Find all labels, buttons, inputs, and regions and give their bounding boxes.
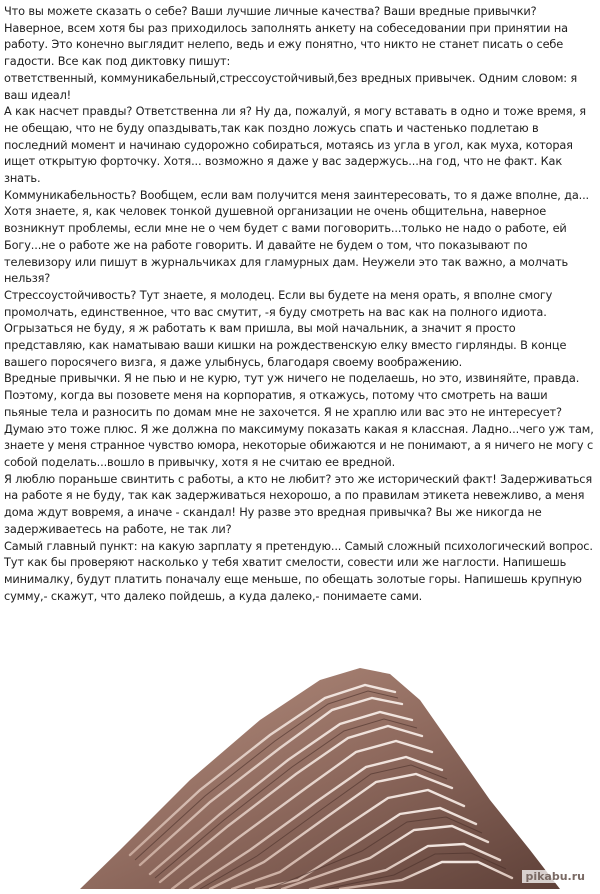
paragraph-stress: Стрессоустойчивость? Тут знаете, я молодец. Если вы будете на меня орать, я вполне смогу промолчать, единственное, что вас смутит, -я буду смотреть на вас как на полного идиота. Огрызаться не буду, я ж работать к вам пришла, вы мой начальник, а значит я просто представляю, как наматываю ваши кишки на рождественскую елку вместо гирлянды. В конце вашего поросячего визга, я даже улыбнусь, благодаря своему воображению.	[4, 287, 567, 369]
paragraph-responsibility: А как насчет правды? Ответственна ли я? Ну да, пожалуй, я могу вставать в одно и тоже время, я не обещаю, что не буду опаздывать,так как поздно ложусь спать и частенько подлетаю в последний момент и начинаю судорожно собираться, мотаясь из угла в угол, как муха, которая ищет открытую форточку. Хотя... возможно я даже у вас задержусь...на год, что не факт. Как знать.	[4, 104, 586, 186]
paragraph-intro: Что вы можете сказать о себе? Ваши лучшие личные качества? Ваши вредные привычки? Наверное, всем хотя бы раз приходилось заполнять анкету на собеседовании при принятии на работу. Это конечно выглядит нелепо, ведь и ежу понятно, что никто не станет писать о себе гадости. Все как под диктовку пишут:	[4, 4, 568, 69]
site-watermark: pikabu.ru	[522, 870, 588, 883]
paragraph-leave-early: Я люблю пораньше свинтить с работы, а кто не любит? это же исторический факт! Задерживаться на работе я не буду, так как задерживаться нехорошо, а по правилам этикета невежливо, а меня дома ждут вовремя, а иначе - скандал! Ну разве это вредная привычка? Вы же никогда не задерживаетесь на работе, не так ли?	[4, 471, 593, 536]
paragraph-typical-answer: ответственный, коммуникабельный,стрессоустойчивый,без вредных привычек. Одним словом: я ваш идеал!	[4, 70, 578, 102]
paragraph-communication: Коммуникабельность? Вообщем, если вам получится меня заинтересовать, то я даже вполне, да... Хотя знаете, я, как человек тонкой душевной организации не очень общительна, наверное возникнут проблемы, если мне не о чем будет с вами поговорить...только не надо о работе, ей Богу...не о работе же на работе говорить. И давайте не будем о том, что показывают по телевизору или пишут в журнальчиках для гламурных дам. Неужели это так важно, а молчать нельзя?	[4, 187, 589, 286]
paragraph-bad-habits: Вредные привычки. Я не пью и не курю, тут уж ничего не поделаешь, но это, извиняйте, правда. Поэтому, когда вы позовете меня на корпоратив, я откажусь, потому что смотреть на ваши пьяные тела и разносить по домам мне не захочется. Я не храплю или вас это не интересует? Думаю это тоже плюс. Я же должна по максимуму показать какая я классная. Ладно...чего уж там, знаете у меня странное чувство юмора, некоторые обижаются и не понимают, а я ничего не могу с собой поделать...вошло в привычку, хотя я не считаю ее вредной.	[4, 371, 594, 469]
article-text	[4, 3, 594, 604]
paragraph-salary: Самый главный пункт: на какую зарплату я претендую... Самый сложный психологический вопрос. Тут как бы проверяют насколько у тебя хватит смелости, совести или же наглости. Напишешь минималку, будут платить поначалу еще меньше, по обещать золотые горы. Напишешь крупную сумму,- скажут, что далеко пойдешь, а куда далеко,- понимаете сами.	[4, 538, 593, 603]
paper-stack-image	[60, 640, 600, 889]
